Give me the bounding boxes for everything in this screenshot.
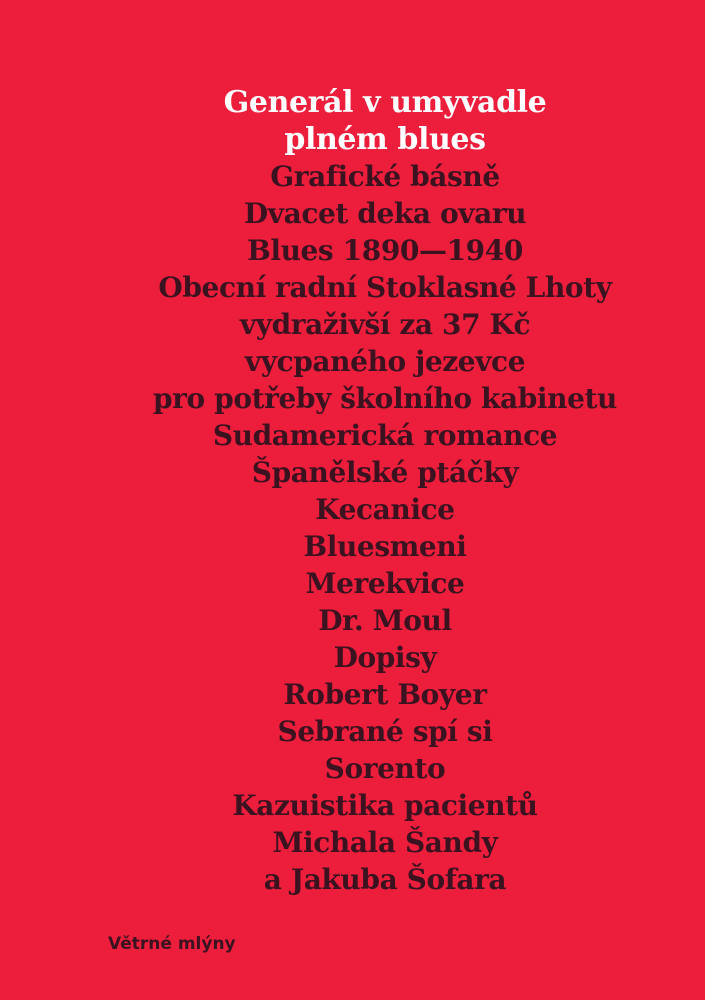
work-title: Dr. Moul [318,604,452,637]
work-title: Michala Šandy [272,826,498,859]
cover-text-block [100,84,670,898]
work-title: Kecanice [315,493,455,526]
work-title: pro potřeby školního kabinetu [153,382,617,415]
book-title-line-2: plném blues [284,122,486,157]
work-title: Robert Boyer [283,678,487,711]
work-title: a Jakuba Šofara [263,863,507,896]
work-title: Blues 1890—1940 [247,234,523,267]
work-title: Španělské ptáčky [251,456,519,489]
work-title: Sorento [324,752,446,785]
work-title: Dopisy [333,641,437,674]
work-title: Grafické básně [270,160,500,193]
work-title: Sudamerická romance [212,419,558,452]
work-title: Sebrané spí si [277,715,493,748]
work-title: Dvacet deka ovaru [243,197,527,230]
work-title: Obecní radní Stoklasné Lhoty [158,271,612,304]
publisher-logo-text: Větrné mlýny [108,934,236,954]
work-title: vycpaného jezevce [244,345,526,378]
work-title: Merekvice [305,567,465,600]
work-title: Bluesmeni [303,530,467,563]
work-title: Kazuistika pacientů [232,789,538,822]
work-title: vydraživší za 37 Kč [239,308,531,341]
book-title-line-1: Generál v umyvadle [223,85,547,120]
